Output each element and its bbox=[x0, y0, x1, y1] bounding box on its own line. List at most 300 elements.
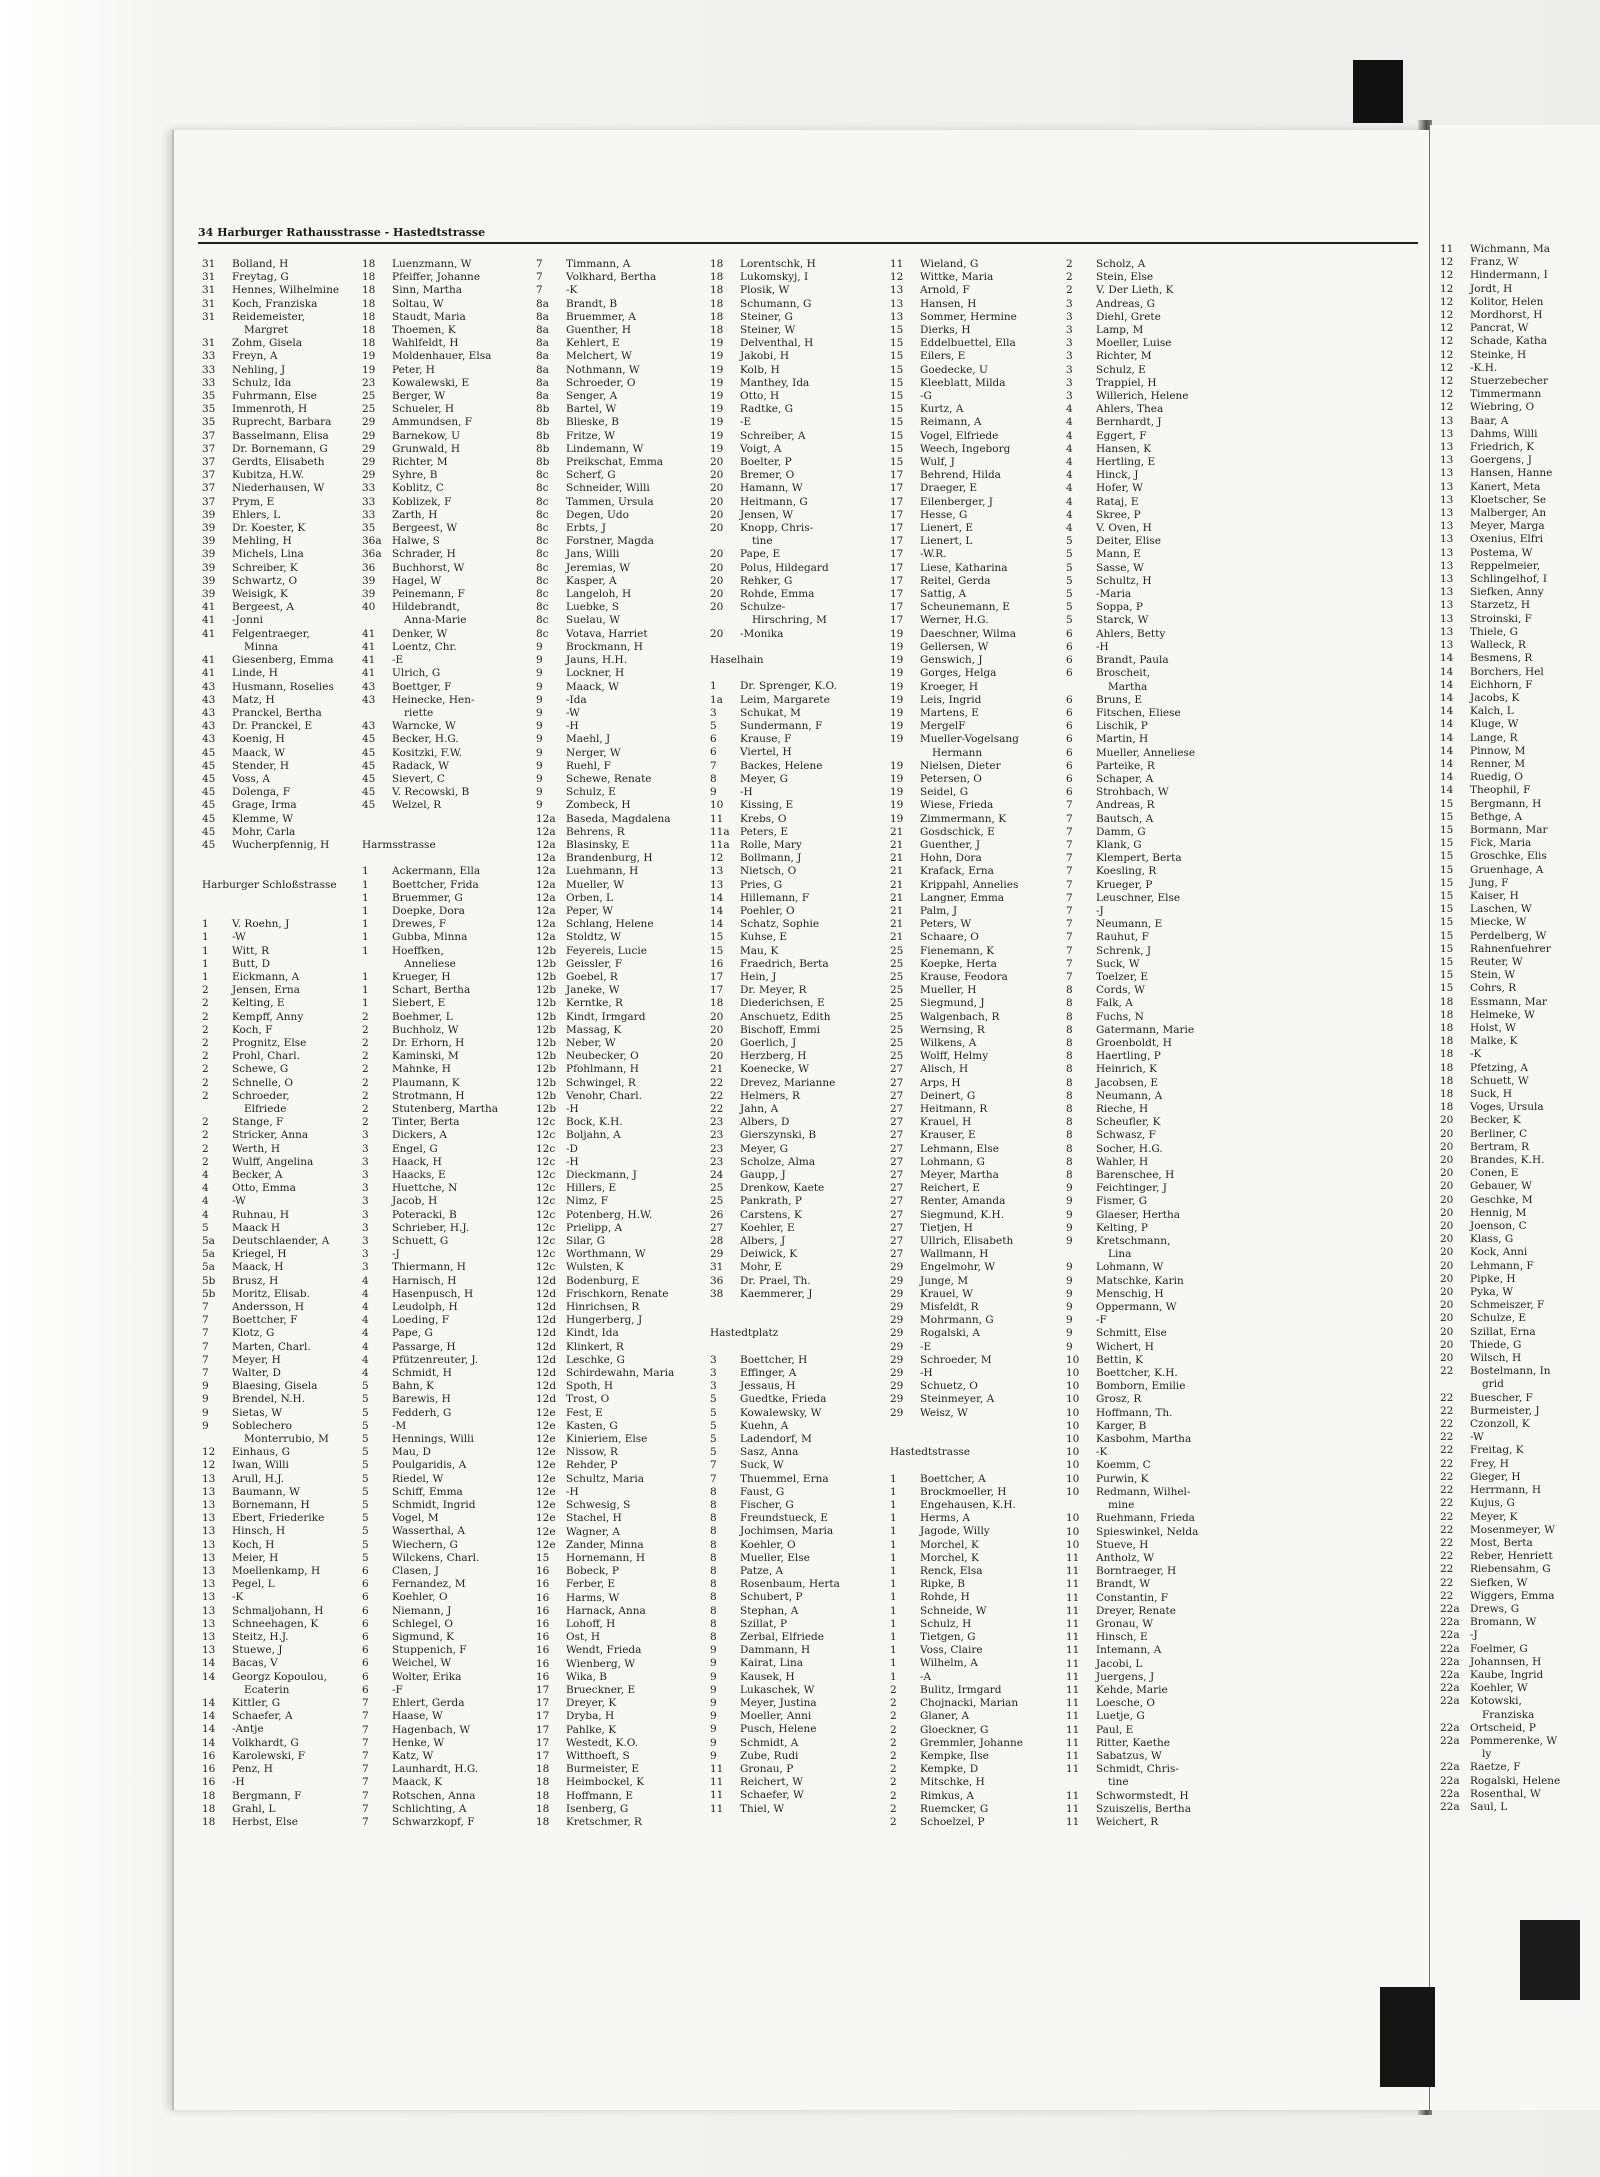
resident-name: Wichert, H bbox=[1096, 1340, 1154, 1353]
resident-entry bbox=[534, 1354, 714, 1367]
house-number: 15 bbox=[890, 456, 904, 469]
resident-entry bbox=[1064, 1407, 1244, 1420]
house-number: 1 bbox=[202, 918, 209, 931]
house-number: 12b bbox=[536, 1010, 557, 1023]
house-number: 11 bbox=[710, 1802, 724, 1815]
resident-entry bbox=[1438, 745, 1600, 758]
resident-entry bbox=[708, 1235, 888, 1248]
house-number: 2 bbox=[890, 1776, 897, 1789]
resident-entry bbox=[708, 839, 888, 852]
house-number: 12c bbox=[536, 1195, 556, 1208]
resident-entry bbox=[1064, 945, 1244, 958]
house-number: 7 bbox=[362, 1723, 369, 1736]
resident-entry bbox=[708, 1459, 888, 1472]
resident-name: Bodenburg, E bbox=[566, 1274, 640, 1287]
resident-name: Rohde, H bbox=[920, 1591, 970, 1604]
resident-name: Kelting, P bbox=[1096, 1221, 1148, 1234]
house-number: 31 bbox=[202, 297, 216, 310]
resident-entry bbox=[1438, 916, 1600, 929]
house-number: 19 bbox=[710, 429, 724, 442]
house-number: 37 bbox=[202, 495, 216, 508]
house-number: 18 bbox=[362, 271, 376, 284]
resident-entry bbox=[1438, 283, 1600, 296]
resident-entry bbox=[1438, 1048, 1600, 1061]
house-number: 10 bbox=[1066, 1525, 1080, 1538]
resident-name: Maack, K bbox=[392, 1776, 443, 1789]
resident-entry bbox=[708, 284, 888, 297]
resident-entry bbox=[888, 1552, 1068, 1565]
resident-name: Witt, R bbox=[232, 944, 269, 957]
resident-name: Gubba, Minna bbox=[392, 931, 468, 944]
resident-name: Hillers, E bbox=[566, 1182, 617, 1195]
house-number: 12d bbox=[536, 1340, 557, 1353]
house-number: 9 bbox=[710, 1736, 717, 1749]
resident-entry bbox=[708, 813, 888, 826]
resident-entry bbox=[888, 1011, 1068, 1024]
resident-entry bbox=[708, 694, 888, 707]
house-number: 1 bbox=[890, 1538, 897, 1551]
resident-entry bbox=[200, 1657, 380, 1670]
house-number: 7 bbox=[1066, 970, 1073, 983]
resident-name: Lischik, P bbox=[1096, 720, 1148, 733]
resident-name: Herrmann, H bbox=[1470, 1484, 1541, 1497]
resident-entry bbox=[1064, 654, 1244, 667]
house-number: 7 bbox=[1066, 957, 1073, 970]
resident-name: Kempke, Ilse bbox=[920, 1749, 989, 1762]
house-number: 10 bbox=[1066, 1446, 1080, 1459]
house-number: 17 bbox=[710, 970, 724, 983]
resident-entry bbox=[1064, 1011, 1244, 1024]
house-number: 2 bbox=[202, 1089, 209, 1102]
resident-entry bbox=[534, 562, 714, 575]
house-number: 19 bbox=[890, 720, 904, 733]
house-number: 4 bbox=[202, 1208, 209, 1221]
resident-name: Giesenberg, Emma bbox=[232, 654, 334, 667]
resident-entry bbox=[888, 1222, 1068, 1235]
resident-entry bbox=[1438, 982, 1600, 995]
resident-name: Hildebrandt, bbox=[392, 601, 460, 614]
resident-entry bbox=[360, 1116, 540, 1129]
resident-entry bbox=[1064, 918, 1244, 931]
resident-entry bbox=[1438, 1788, 1600, 1801]
resident-entry bbox=[534, 416, 714, 429]
resident-name: Suelau, W bbox=[566, 614, 621, 627]
resident-name: Drews, G bbox=[1470, 1602, 1520, 1615]
resident-name: Berliner, C bbox=[1470, 1127, 1528, 1140]
house-number: 8 bbox=[1066, 1010, 1073, 1023]
resident-entry bbox=[1064, 311, 1244, 324]
resident-name: Patze, A bbox=[740, 1565, 784, 1578]
resident-entry bbox=[1438, 322, 1600, 335]
resident-entry bbox=[1064, 733, 1244, 746]
house-number: 20 bbox=[1440, 1338, 1454, 1351]
resident-entry bbox=[708, 1618, 888, 1631]
house-number: 2 bbox=[362, 1102, 369, 1115]
entry-continuation: Elfriede bbox=[244, 1102, 287, 1115]
resident-entry bbox=[534, 971, 714, 984]
resident-name: Albers, D bbox=[740, 1116, 790, 1129]
resident-name: Kehde, Marie bbox=[1096, 1683, 1168, 1696]
house-number: 13 bbox=[1440, 493, 1454, 506]
resident-entry bbox=[1438, 798, 1600, 811]
resident-entry bbox=[1064, 390, 1244, 403]
house-number: 28 bbox=[710, 1235, 724, 1247]
house-number: 12 bbox=[1440, 401, 1454, 414]
resident-entry bbox=[360, 1724, 540, 1737]
resident-entry bbox=[360, 773, 540, 786]
house-number: 12e bbox=[536, 1472, 556, 1485]
resident-name: Joenson, C bbox=[1470, 1220, 1527, 1233]
resident-name: Starck, W bbox=[1096, 614, 1149, 627]
resident-entry bbox=[360, 879, 540, 892]
house-number: 4 bbox=[362, 1287, 369, 1300]
resident-name: Brusz, H bbox=[232, 1274, 279, 1287]
resident-name: Sietas, W bbox=[232, 1406, 283, 1419]
house-number: 43 bbox=[362, 720, 376, 733]
resident-name: Koenecke, W bbox=[740, 1063, 809, 1076]
resident-entry bbox=[888, 324, 1068, 337]
house-number: 19 bbox=[890, 786, 904, 799]
house-number: 1 bbox=[710, 680, 717, 693]
resident-name: Rehder, P bbox=[566, 1459, 618, 1472]
house-number: 20 bbox=[710, 508, 724, 521]
resident-entry bbox=[360, 1803, 540, 1816]
resident-name: Schoelzel, P bbox=[920, 1815, 985, 1828]
resident-entry bbox=[534, 1631, 714, 1644]
resident-entry bbox=[200, 1195, 380, 1208]
resident-name: Geschke, M bbox=[1470, 1193, 1533, 1206]
house-number: 40 bbox=[362, 601, 376, 614]
house-number: 7 bbox=[202, 1367, 209, 1379]
house-number: 14 bbox=[1440, 691, 1454, 704]
resident-name: Lindemann, W bbox=[566, 442, 644, 455]
resident-entry bbox=[1438, 1590, 1600, 1603]
resident-name: Lohmann, W bbox=[1096, 1261, 1164, 1274]
resident-entry bbox=[1438, 1009, 1600, 1022]
house-number: 5 bbox=[1066, 588, 1073, 601]
resident-name: Rotschen, Anna bbox=[392, 1789, 476, 1802]
resident-name: Luetje, G bbox=[1096, 1710, 1145, 1723]
house-number: 22a bbox=[1440, 1734, 1460, 1747]
resident-name: Ahlers, Betty bbox=[1096, 627, 1166, 640]
house-number: 12a bbox=[536, 865, 556, 878]
resident-name: Andreas, G bbox=[1096, 297, 1156, 310]
resident-entry bbox=[1064, 707, 1244, 720]
resident-name: Moellenkamp, H bbox=[232, 1565, 321, 1578]
house-number: 12 bbox=[1440, 295, 1454, 308]
house-number: 5 bbox=[362, 1433, 369, 1446]
house-number: 6 bbox=[1066, 733, 1073, 746]
house-number: 4 bbox=[362, 1314, 369, 1327]
resident-entry bbox=[1438, 1022, 1600, 1035]
resident-name: Toelzer, E bbox=[1096, 970, 1149, 983]
spacer bbox=[888, 1420, 1068, 1433]
resident-entry bbox=[534, 786, 714, 799]
house-number: 8a bbox=[536, 297, 549, 310]
house-number: 4 bbox=[202, 1195, 209, 1208]
house-number: 8a bbox=[536, 390, 549, 403]
house-number: 15 bbox=[890, 337, 904, 350]
resident-name: Weisigk, K bbox=[232, 588, 288, 601]
resident-entry bbox=[888, 548, 1068, 561]
house-number: 18 bbox=[362, 284, 376, 297]
resident-entry bbox=[708, 1657, 888, 1670]
resident-entry bbox=[360, 865, 540, 878]
house-number: 9 bbox=[1066, 1195, 1073, 1208]
resident-entry bbox=[534, 1644, 714, 1657]
resident-entry bbox=[888, 813, 1068, 826]
resident-name: -H bbox=[566, 720, 579, 733]
resident-name: Bomborn, Emilie bbox=[1096, 1380, 1186, 1393]
resident-entry bbox=[708, 931, 888, 944]
house-number: 45 bbox=[202, 759, 216, 772]
house-number: 18 bbox=[202, 1789, 216, 1802]
resident-name: Genswich, J bbox=[920, 654, 983, 667]
resident-name: Stutenberg, Martha bbox=[392, 1102, 498, 1115]
resident-entry bbox=[360, 1169, 540, 1182]
resident-entry bbox=[1064, 1169, 1244, 1182]
resident-name: Glaner, A bbox=[920, 1710, 970, 1723]
resident-entry bbox=[534, 390, 714, 403]
house-number: 20 bbox=[1440, 1193, 1454, 1206]
resident-name: Hinsch, H bbox=[232, 1525, 286, 1538]
resident-name: Zohm, Gisela bbox=[232, 337, 302, 350]
resident-name: Wulf, J bbox=[920, 456, 955, 469]
resident-entry bbox=[534, 469, 714, 482]
house-number: 35 bbox=[202, 416, 216, 429]
house-number: 8c bbox=[536, 601, 549, 614]
resident-name: Bostelmann, In bbox=[1470, 1365, 1551, 1378]
resident-entry bbox=[534, 443, 714, 456]
resident-entry bbox=[708, 1644, 888, 1657]
house-number: 9 bbox=[1066, 1287, 1073, 1300]
resident-name: Rosenthal, W bbox=[1470, 1787, 1541, 1800]
house-number: 9 bbox=[536, 706, 543, 719]
resident-name: Kolitor, Helen bbox=[1470, 295, 1544, 308]
house-number: 12e bbox=[536, 1538, 556, 1551]
resident-entry bbox=[534, 1605, 714, 1618]
house-number: 2 bbox=[1066, 258, 1073, 270]
house-number: 7 bbox=[536, 284, 543, 297]
resident-entry bbox=[534, 1763, 714, 1776]
house-number: 14 bbox=[202, 1723, 216, 1736]
resident-entry bbox=[708, 390, 888, 403]
resident-name: Reuter, W bbox=[1470, 955, 1523, 968]
resident-entry bbox=[1438, 1326, 1600, 1339]
resident-entry bbox=[708, 865, 888, 878]
resident-entry bbox=[708, 588, 888, 601]
house-number: 9 bbox=[202, 1406, 209, 1419]
house-number: 22 bbox=[1440, 1576, 1454, 1589]
house-number: 6 bbox=[362, 1578, 369, 1591]
resident-entry bbox=[1438, 1392, 1600, 1405]
house-number: 15 bbox=[1440, 837, 1454, 850]
resident-name: Halwe, S bbox=[392, 535, 440, 548]
resident-entry bbox=[200, 1182, 380, 1195]
resident-name: Prym, E bbox=[232, 495, 275, 508]
spacer bbox=[888, 1459, 1068, 1472]
resident-entry bbox=[360, 416, 540, 429]
resident-name: Preikschat, Emma bbox=[566, 456, 664, 469]
resident-entry bbox=[1064, 1209, 1244, 1222]
house-number: 15 bbox=[890, 350, 904, 363]
resident-entry bbox=[200, 311, 380, 324]
house-number: 11 bbox=[1066, 1789, 1080, 1802]
house-number: 20 bbox=[1440, 1206, 1454, 1219]
house-number: 12e bbox=[536, 1446, 556, 1459]
resident-name: Ullrich, Elisabeth bbox=[920, 1235, 1014, 1248]
resident-entry bbox=[360, 733, 540, 746]
house-number: 5 bbox=[362, 1512, 369, 1525]
resident-entry bbox=[1064, 298, 1244, 311]
resident-entry bbox=[1438, 1141, 1600, 1154]
resident-name: Boettcher, A bbox=[920, 1472, 986, 1485]
resident-name: Schrader, H bbox=[392, 548, 456, 561]
resident-entry bbox=[534, 337, 714, 350]
resident-entry bbox=[888, 311, 1068, 324]
resident-name: Ebert, Friederike bbox=[232, 1512, 325, 1525]
resident-name: Haacks, E bbox=[392, 1168, 446, 1181]
resident-name: Karolewski, F bbox=[232, 1749, 306, 1762]
resident-entry bbox=[200, 1169, 380, 1182]
house-number: 45 bbox=[362, 786, 376, 799]
resident-entry bbox=[888, 1261, 1068, 1274]
resident-name: Grunwald, H bbox=[392, 442, 461, 455]
resident-name: Koch, H bbox=[232, 1538, 275, 1551]
resident-entry bbox=[1438, 1075, 1600, 1088]
house-number: 41 bbox=[202, 654, 216, 667]
resident-name: Nerger, W bbox=[566, 746, 621, 759]
resident-name: Arull, H.J. bbox=[232, 1472, 284, 1485]
resident-name: Fitschen, Eliese bbox=[1096, 706, 1181, 719]
house-number: 18 bbox=[362, 258, 376, 270]
resident-name: Spoth, H bbox=[566, 1380, 614, 1393]
resident-name: Thuemmel, Erna bbox=[740, 1472, 829, 1485]
resident-entry bbox=[708, 905, 888, 918]
resident-entry bbox=[888, 681, 1068, 694]
resident-entry bbox=[200, 1737, 380, 1750]
resident-entry bbox=[708, 1209, 888, 1222]
house-number: 8 bbox=[710, 772, 717, 785]
resident-entry bbox=[534, 1301, 714, 1314]
house-number: 13 bbox=[1440, 546, 1454, 559]
resident-name: Luehmann, H bbox=[566, 865, 639, 878]
resident-entry bbox=[200, 747, 380, 760]
house-number: 29 bbox=[890, 1274, 904, 1287]
resident-name: Wolter, Erika bbox=[392, 1670, 462, 1683]
house-number: 7 bbox=[1066, 799, 1073, 812]
resident-entry bbox=[708, 575, 888, 588]
resident-name: Hindermann, I bbox=[1470, 269, 1548, 282]
resident-name: Drevez, Marianne bbox=[740, 1076, 836, 1089]
resident-name: Nehling, J bbox=[232, 363, 286, 376]
house-number: 27 bbox=[890, 1129, 904, 1142]
house-number: 1 bbox=[890, 1512, 897, 1525]
house-number: 8c bbox=[536, 495, 549, 508]
resident-entry bbox=[200, 496, 380, 509]
resident-name: Lienert, E bbox=[920, 522, 974, 535]
house-number: 17 bbox=[890, 469, 904, 482]
house-number: 17 bbox=[890, 495, 904, 508]
house-number: 25 bbox=[890, 1050, 904, 1063]
resident-entry bbox=[534, 1327, 714, 1340]
resident-name: Schulz, H bbox=[920, 1617, 972, 1630]
house-number: 14 bbox=[710, 918, 724, 931]
resident-name: Silar, G bbox=[566, 1235, 606, 1248]
house-number: 10 bbox=[1066, 1380, 1080, 1393]
house-number: 41 bbox=[202, 667, 216, 680]
resident-name: Riebensahm, G bbox=[1470, 1563, 1551, 1576]
house-number: 20 bbox=[710, 1010, 724, 1023]
house-number: 13 bbox=[1440, 427, 1454, 440]
house-number: 33 bbox=[202, 376, 216, 389]
resident-name: Kositzki, F.W. bbox=[392, 746, 463, 759]
house-number: 6 bbox=[710, 733, 717, 746]
resident-name: Maack H bbox=[232, 1221, 281, 1234]
resident-entry bbox=[534, 1750, 714, 1763]
resident-name: -W.R. bbox=[920, 548, 947, 561]
entry-continuation: tine bbox=[1108, 1776, 1129, 1789]
house-number: 20 bbox=[1440, 1233, 1454, 1246]
resident-entry bbox=[534, 548, 714, 561]
resident-name: Borchers, Hel bbox=[1470, 665, 1544, 678]
house-number: 17 bbox=[890, 601, 904, 614]
resident-entry bbox=[1064, 377, 1244, 390]
house-number: 17 bbox=[890, 561, 904, 574]
resident-entry bbox=[708, 443, 888, 456]
resident-entry bbox=[1438, 930, 1600, 943]
resident-entry bbox=[360, 1671, 540, 1684]
house-number: 1 bbox=[362, 904, 369, 917]
house-number: 8 bbox=[1066, 1142, 1073, 1155]
house-number: 43 bbox=[362, 680, 376, 693]
resident-name: Delventhal, H bbox=[740, 337, 814, 350]
house-number: 21 bbox=[710, 1063, 724, 1076]
resident-name: Matz, H bbox=[232, 693, 275, 706]
resident-name: Wahler, H bbox=[1096, 1155, 1149, 1168]
house-number: 35 bbox=[202, 390, 216, 403]
resident-name: Neumann, A bbox=[1096, 1089, 1163, 1102]
resident-name: Palm, J bbox=[920, 904, 958, 917]
resident-entry bbox=[534, 905, 714, 918]
resident-entry bbox=[360, 548, 540, 561]
resident-name: Essmann, Mar bbox=[1470, 995, 1547, 1008]
resident-entry bbox=[360, 1486, 540, 1499]
resident-entry bbox=[534, 1724, 714, 1737]
resident-entry bbox=[1438, 1180, 1600, 1193]
resident-entry bbox=[888, 1129, 1068, 1142]
house-number: 13 bbox=[202, 1631, 216, 1644]
house-number: 22a bbox=[1440, 1655, 1460, 1668]
resident-entry bbox=[534, 773, 714, 786]
resident-name: Rataj, E bbox=[1096, 495, 1139, 508]
house-number: 20 bbox=[1440, 1180, 1454, 1193]
resident-name: Morchel, K bbox=[920, 1538, 979, 1551]
resident-name: Rolle, Mary bbox=[740, 838, 802, 851]
resident-entry bbox=[534, 826, 714, 839]
resident-entry bbox=[200, 707, 380, 720]
house-number: 10 bbox=[1066, 1367, 1080, 1380]
resident-name: Wieland, G bbox=[920, 258, 979, 270]
resident-name: Neubecker, O bbox=[566, 1050, 639, 1063]
resident-name: Peinemann, F bbox=[392, 588, 465, 601]
resident-name: Herbst, Else bbox=[232, 1815, 299, 1828]
house-number: 31 bbox=[202, 337, 216, 350]
resident-name: Bruemmer, A bbox=[566, 310, 636, 323]
house-number: 5 bbox=[362, 1499, 369, 1512]
resident-name: Prohl, Charl. bbox=[232, 1050, 300, 1063]
resident-entry bbox=[1438, 586, 1600, 599]
